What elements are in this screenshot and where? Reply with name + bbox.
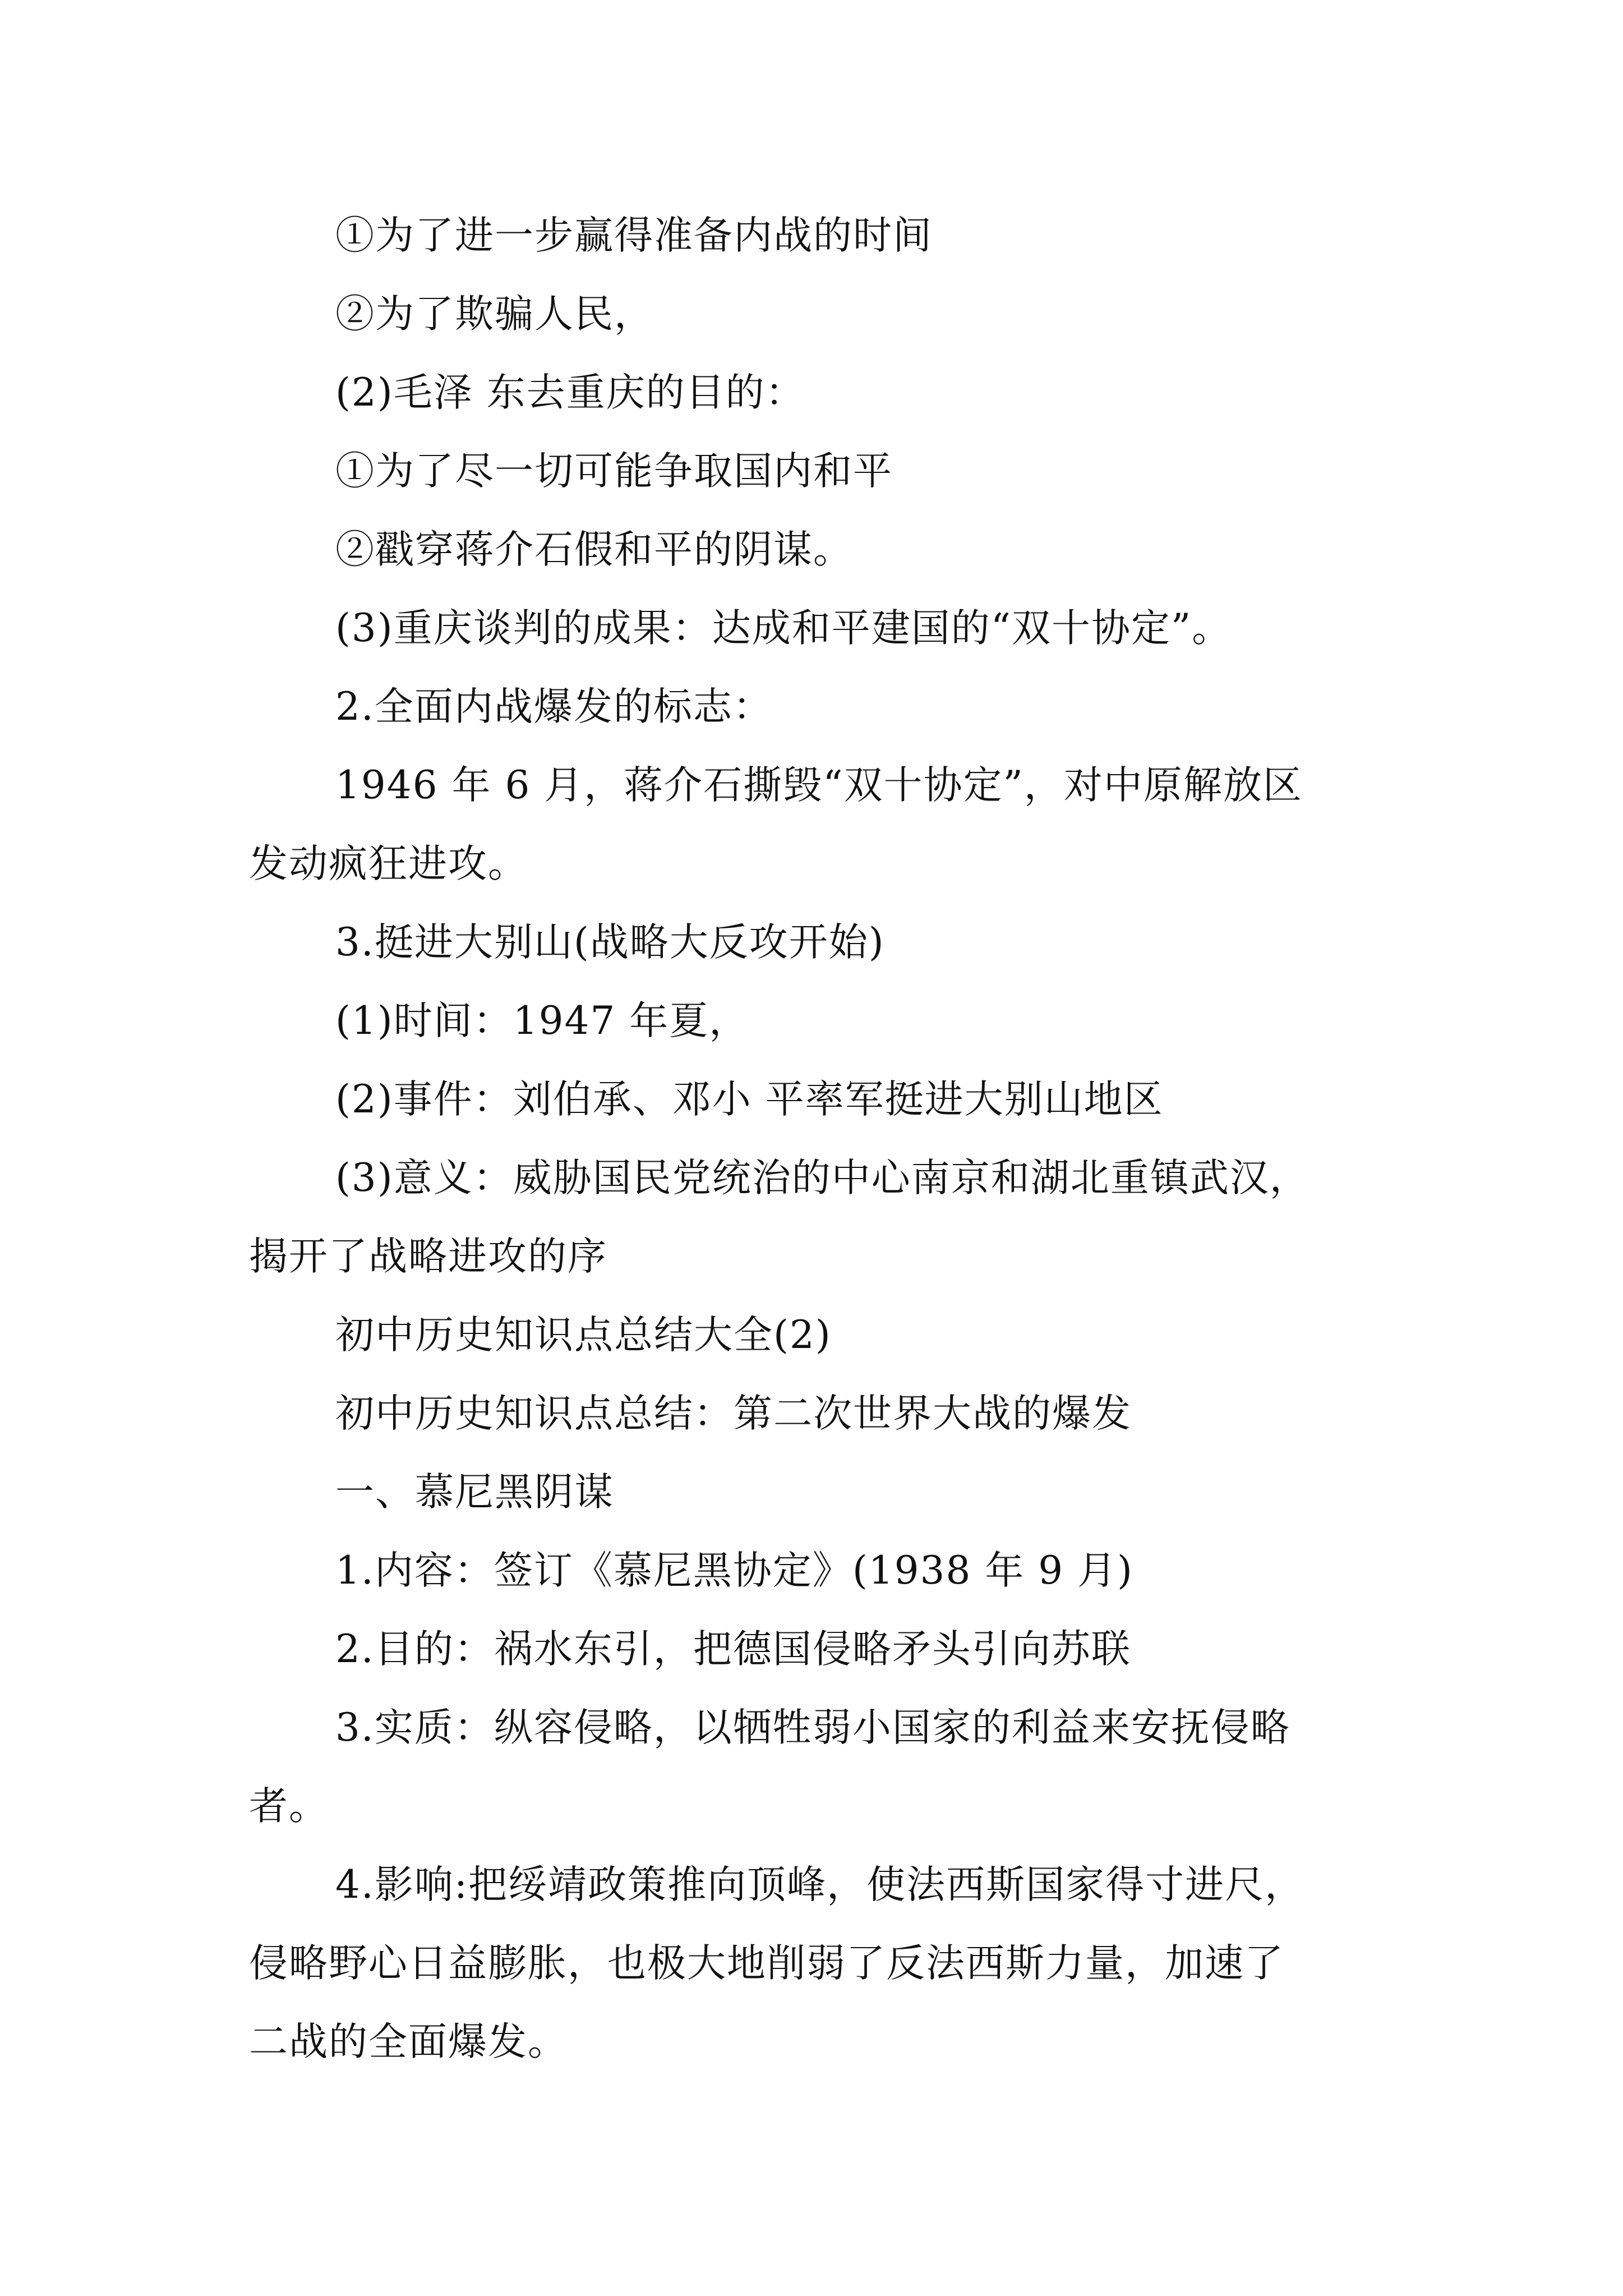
body-line: (1)时间：1947 年夏，	[335, 999, 749, 1043]
body-line: 3.实质：纵容侵略，以牺牲弱小国家的利益来安抚侵略	[335, 1705, 1290, 1750]
section-heading: 2.全面内战爆发的标志：	[335, 684, 773, 729]
body-line: 1.内容：签订《慕尼黑协定》(1938 年 9 月)	[335, 1548, 1133, 1593]
section-heading: 一、慕尼黑阴谋	[335, 1470, 614, 1515]
document-body	[249, 196, 1387, 2081]
body-line: (2)事件：刘伯承、邓小 平率军挺进大别山地区	[335, 1077, 1164, 1122]
body-line: ①为了尽一切可能争取国内和平	[335, 449, 893, 494]
body-line-continuation: 揭开了战略进攻的序	[249, 1234, 607, 1279]
body-line: 4.影响:把绥靖政策推向顶峰，使法西斯国家得寸进尺，	[335, 1862, 1305, 1907]
body-line-continuation: 二战的全面爆发。	[249, 2019, 568, 2064]
body-line-continuation: 侵略野心日益膨胀，也极大地削弱了反法西斯力量，加速了	[249, 1941, 1284, 1986]
body-line: 1946 年 6 月，蒋介石撕毁“双十协定”，对中原解放区	[335, 763, 1303, 808]
body-line: ②戳穿蒋介石假和平的阴谋。	[335, 527, 853, 572]
article-subtitle: 初中历史知识点总结：第二次世界大战的爆发	[335, 1391, 1132, 1436]
body-line: 2.目的：祸水东引，把德国侵略矛头引向苏联	[335, 1627, 1131, 1672]
article-title: 初中历史知识点总结大全(2)	[335, 1313, 832, 1358]
section-heading: 3.挺进大别山(战略大反攻开始)	[335, 920, 885, 965]
body-line: ①为了进一步赢得准备内战的时间	[335, 213, 933, 258]
body-line-continuation: 者。	[249, 1784, 329, 1829]
body-line: (3)意义：威胁国民党统治的中心南京和湖北重镇武汉，	[335, 1156, 1310, 1200]
body-line-continuation: 发动疯狂进攻。	[249, 841, 528, 886]
body-line: (2)毛泽 东去重庆的目的：	[335, 370, 805, 415]
body-line: ②为了欺骗人民，	[335, 292, 654, 337]
body-line: (3)重庆谈判的成果：达成和平建国的“双十协定”。	[335, 606, 1232, 651]
